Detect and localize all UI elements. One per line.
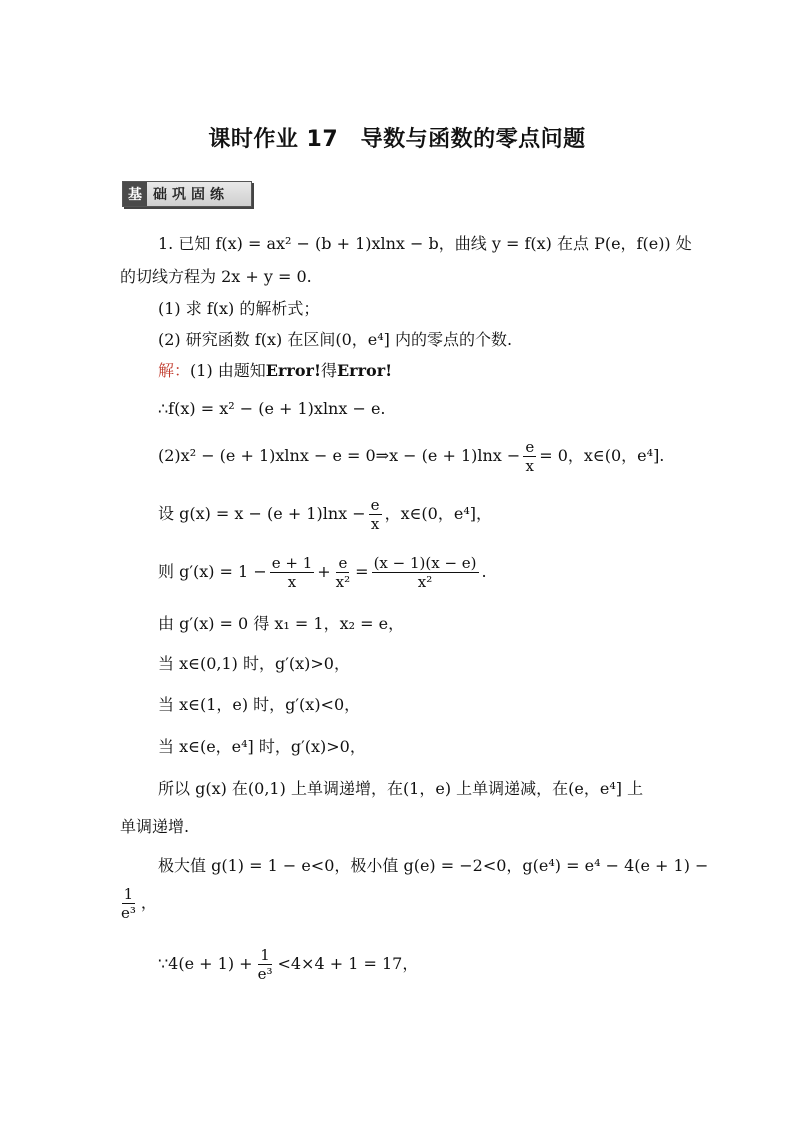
solution-de: 得: [320, 361, 337, 380]
fraction-numerator: 1: [260, 946, 270, 964]
equals-sign: =: [355, 562, 369, 581]
fraction-e-over-x: [523, 438, 536, 475]
fraction-e-over-x-squared: [334, 554, 352, 591]
solution-step-5: [158, 554, 487, 591]
step-3-prefix: (2)x² − (e + 1)xlnx − e = 0⇒x − (e + 1)lnx −: [158, 446, 521, 465]
error-text-1: Error!: [265, 361, 321, 380]
question-2: (2) 研究函数 f(x) 在区间(0，e⁴] 内的零点的个数.: [158, 330, 513, 349]
fraction-denominator: x: [525, 457, 534, 475]
solution-step-11: 单调递增.: [120, 817, 190, 836]
solution-step-12: 极大值 g(1) = 1 − e<0，极小值 g(e) = −2<0，g(e⁴) = e⁴ − 4(e + 1) −: [158, 856, 709, 875]
solution-step-7: 当 x∈(0,1) 时，g′(x)>0，: [158, 654, 350, 673]
fraction-denominator: e³: [121, 904, 136, 922]
solution-label: 解：: [158, 361, 191, 380]
period: .: [481, 562, 487, 581]
fraction-numerator: e + 1: [271, 554, 313, 572]
fraction-e-over-x: [369, 496, 382, 533]
solution-start: [158, 358, 392, 384]
solution-step-8: 当 x∈(1，e) 时，g′(x)<0，: [158, 695, 361, 714]
fraction-denominator: x: [370, 515, 380, 533]
fraction-product-over-x-squared: [372, 554, 479, 591]
fraction-numerator: (x − 1)(x − e): [373, 554, 477, 572]
fraction-numerator: e: [525, 438, 535, 456]
problem-line-1: 1. 已知 f(x) = ax² − (b + 1)xlnx − b，曲线 y = f(x) 在点 P(e，f(e)) 处: [158, 234, 692, 253]
section-badge-label: 础巩固练: [153, 187, 229, 203]
page-title: 课时作业 17 导数与函数的零点问题: [208, 127, 586, 152]
step-14-prefix: ∵4(e + 1) +: [158, 954, 253, 973]
fraction-1-over-e-cubed: [256, 946, 275, 983]
solution-step-9: 当 x∈(e，e⁴] 时，g′(x)>0，: [158, 737, 366, 756]
step-4-prefix: 设 g(x) = x − (e + 1)lnx −: [158, 504, 366, 523]
step-14-suffix: <4×4 + 1 = 17，: [277, 954, 419, 973]
step-4-suffix: ，x∈(0，e⁴]，: [384, 504, 492, 523]
question-1: (1) 求 f(x) 的解析式；: [158, 299, 320, 318]
fraction-denominator: x: [287, 573, 297, 591]
solution-step-13: [116, 885, 157, 922]
problem-line-2: 的切线方程为 2x + y = 0.: [120, 267, 312, 286]
solution-step-4: [158, 496, 492, 533]
solution-step-1-prefix: (1) 由题知: [190, 361, 266, 380]
step-3-suffix: = 0，x∈(0，e⁴].: [539, 446, 665, 465]
fraction-numerator: e: [338, 554, 348, 572]
section-badge-first-char: 基: [123, 182, 147, 206]
solution-step-2: ∴f(x) = x² − (e + 1)xlnx − e.: [158, 399, 386, 418]
fraction-denominator: x²: [417, 573, 433, 591]
fraction-1-over-e-cubed: [119, 885, 138, 922]
fraction-numerator: 1: [123, 885, 134, 903]
fraction-e-plus-1-over-x: [270, 554, 315, 591]
comma: ，: [140, 893, 157, 912]
solution-step-10: 所以 g(x) 在(0,1) 上单调递增，在(1，e) 上单调递减，在(e，e⁴] 上: [158, 779, 644, 798]
solution-step-3: [158, 438, 664, 475]
fraction-denominator: x²: [335, 573, 351, 591]
plus-sign: +: [317, 562, 331, 581]
solution-step-6: 由 g′(x) = 0 得 x₁ = 1，x₂ = e，: [158, 614, 405, 633]
error-text-2: Error!: [336, 361, 393, 380]
step-5-prefix: 则 g′(x) = 1 −: [158, 562, 267, 581]
fraction-denominator: e³: [257, 965, 273, 983]
solution-step-14: [158, 946, 418, 983]
section-badge: [122, 181, 252, 207]
fraction-numerator: e: [370, 496, 380, 514]
